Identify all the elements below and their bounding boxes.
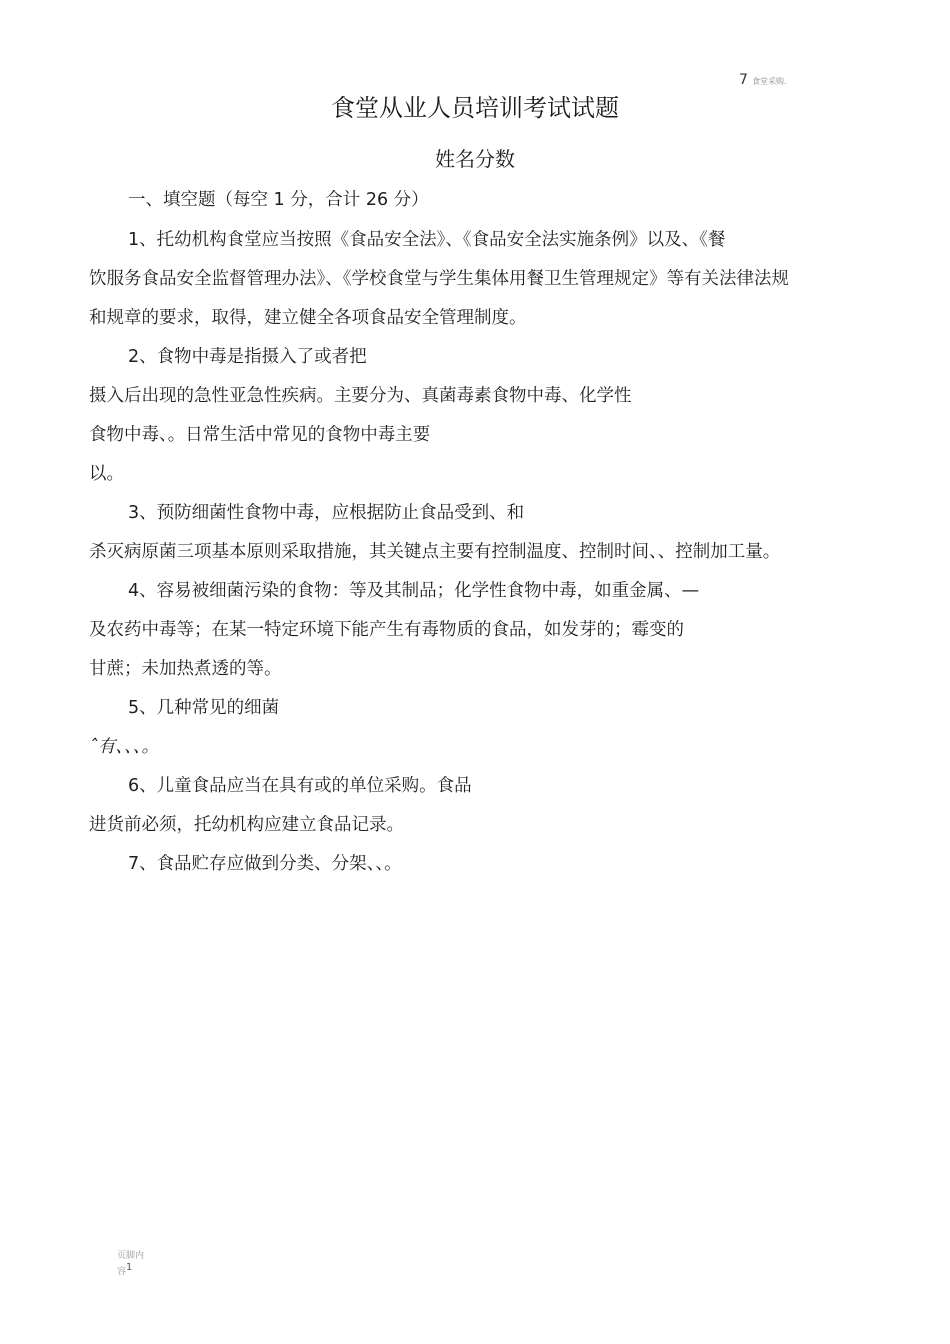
question-3-line-1: 3、预防细菌性食物中毒，应根据防止食品受到、和 [128,503,525,523]
section-heading: 一、填空题（每空 1 分，合计 26 分） [128,190,429,210]
question-1-line-3: 和规章的要求，取得，建立健全各项食品安全管理制度。 [89,308,527,328]
page-title: 食堂从业人员培训考试试题 [331,94,619,122]
question-4-line-2: 及农药中毒等；在某一特定环境下能产生有毒物质的食品，如发芽的；霉变的 [89,620,684,640]
footer-text-line-2 [117,1262,144,1278]
question-6-line-1: 6、儿童食品应当在具有或的单位采购。食品 [128,776,472,796]
question-2-line-3: 食物中毒、。日常生活中常见的食物中毒主要 [89,425,431,445]
question-4-line-1: 4、容易被细菌污染的食物：等及其制品；化学性食物中毒，如重金属、— [128,581,700,601]
question-2-line-2: 摄入后出现的急性亚急性疾病。主要分为、真菌毒素食物中毒、化学性 [89,386,632,406]
question-2-line-4: 以。 [89,464,124,484]
question-1-line-2: 饮服务食品安全监督管理办法》、《学校食堂与学生集体用餐卫生管理规定》等有关法律法规 [89,269,789,289]
page-footer [117,1250,144,1278]
question-1-line-1: 1、托幼机构食堂应当按照《食品安全法》、《食品安全法实施条例》以及、《餐 [128,230,726,250]
page-number: 1 [126,1262,133,1273]
footer-text-line-1: 页脚内 [117,1251,145,1261]
question-5-line-2: ˆ有、、、。 [89,737,159,757]
question-5-line-1: 5、几种常见的细菌 [128,698,280,718]
header-note-number: 7 [739,72,748,88]
header-note [739,72,787,88]
question-7-line-1: 7、食品贮存应做到分类、分架、、。 [128,854,402,874]
question-4-line-3: 甘蔗；未加热煮透的等。 [89,659,282,679]
name-score-line: 姓名分数 [435,147,515,171]
question-2-line-1: 2、食物中毒是指摄入了或者把 [128,347,367,367]
header-note-text: 食堂采购. [752,77,787,86]
footer-text-line-2-label: 容 [117,1267,127,1277]
question-6-line-2: 进货前必须，托幼机构应建立食品记录。 [89,815,404,835]
question-3-line-2: 杀灭病原菌三项基本原则采取措施，其关键点主要有控制温度、控制时间、、控制加工量。 [89,542,781,562]
